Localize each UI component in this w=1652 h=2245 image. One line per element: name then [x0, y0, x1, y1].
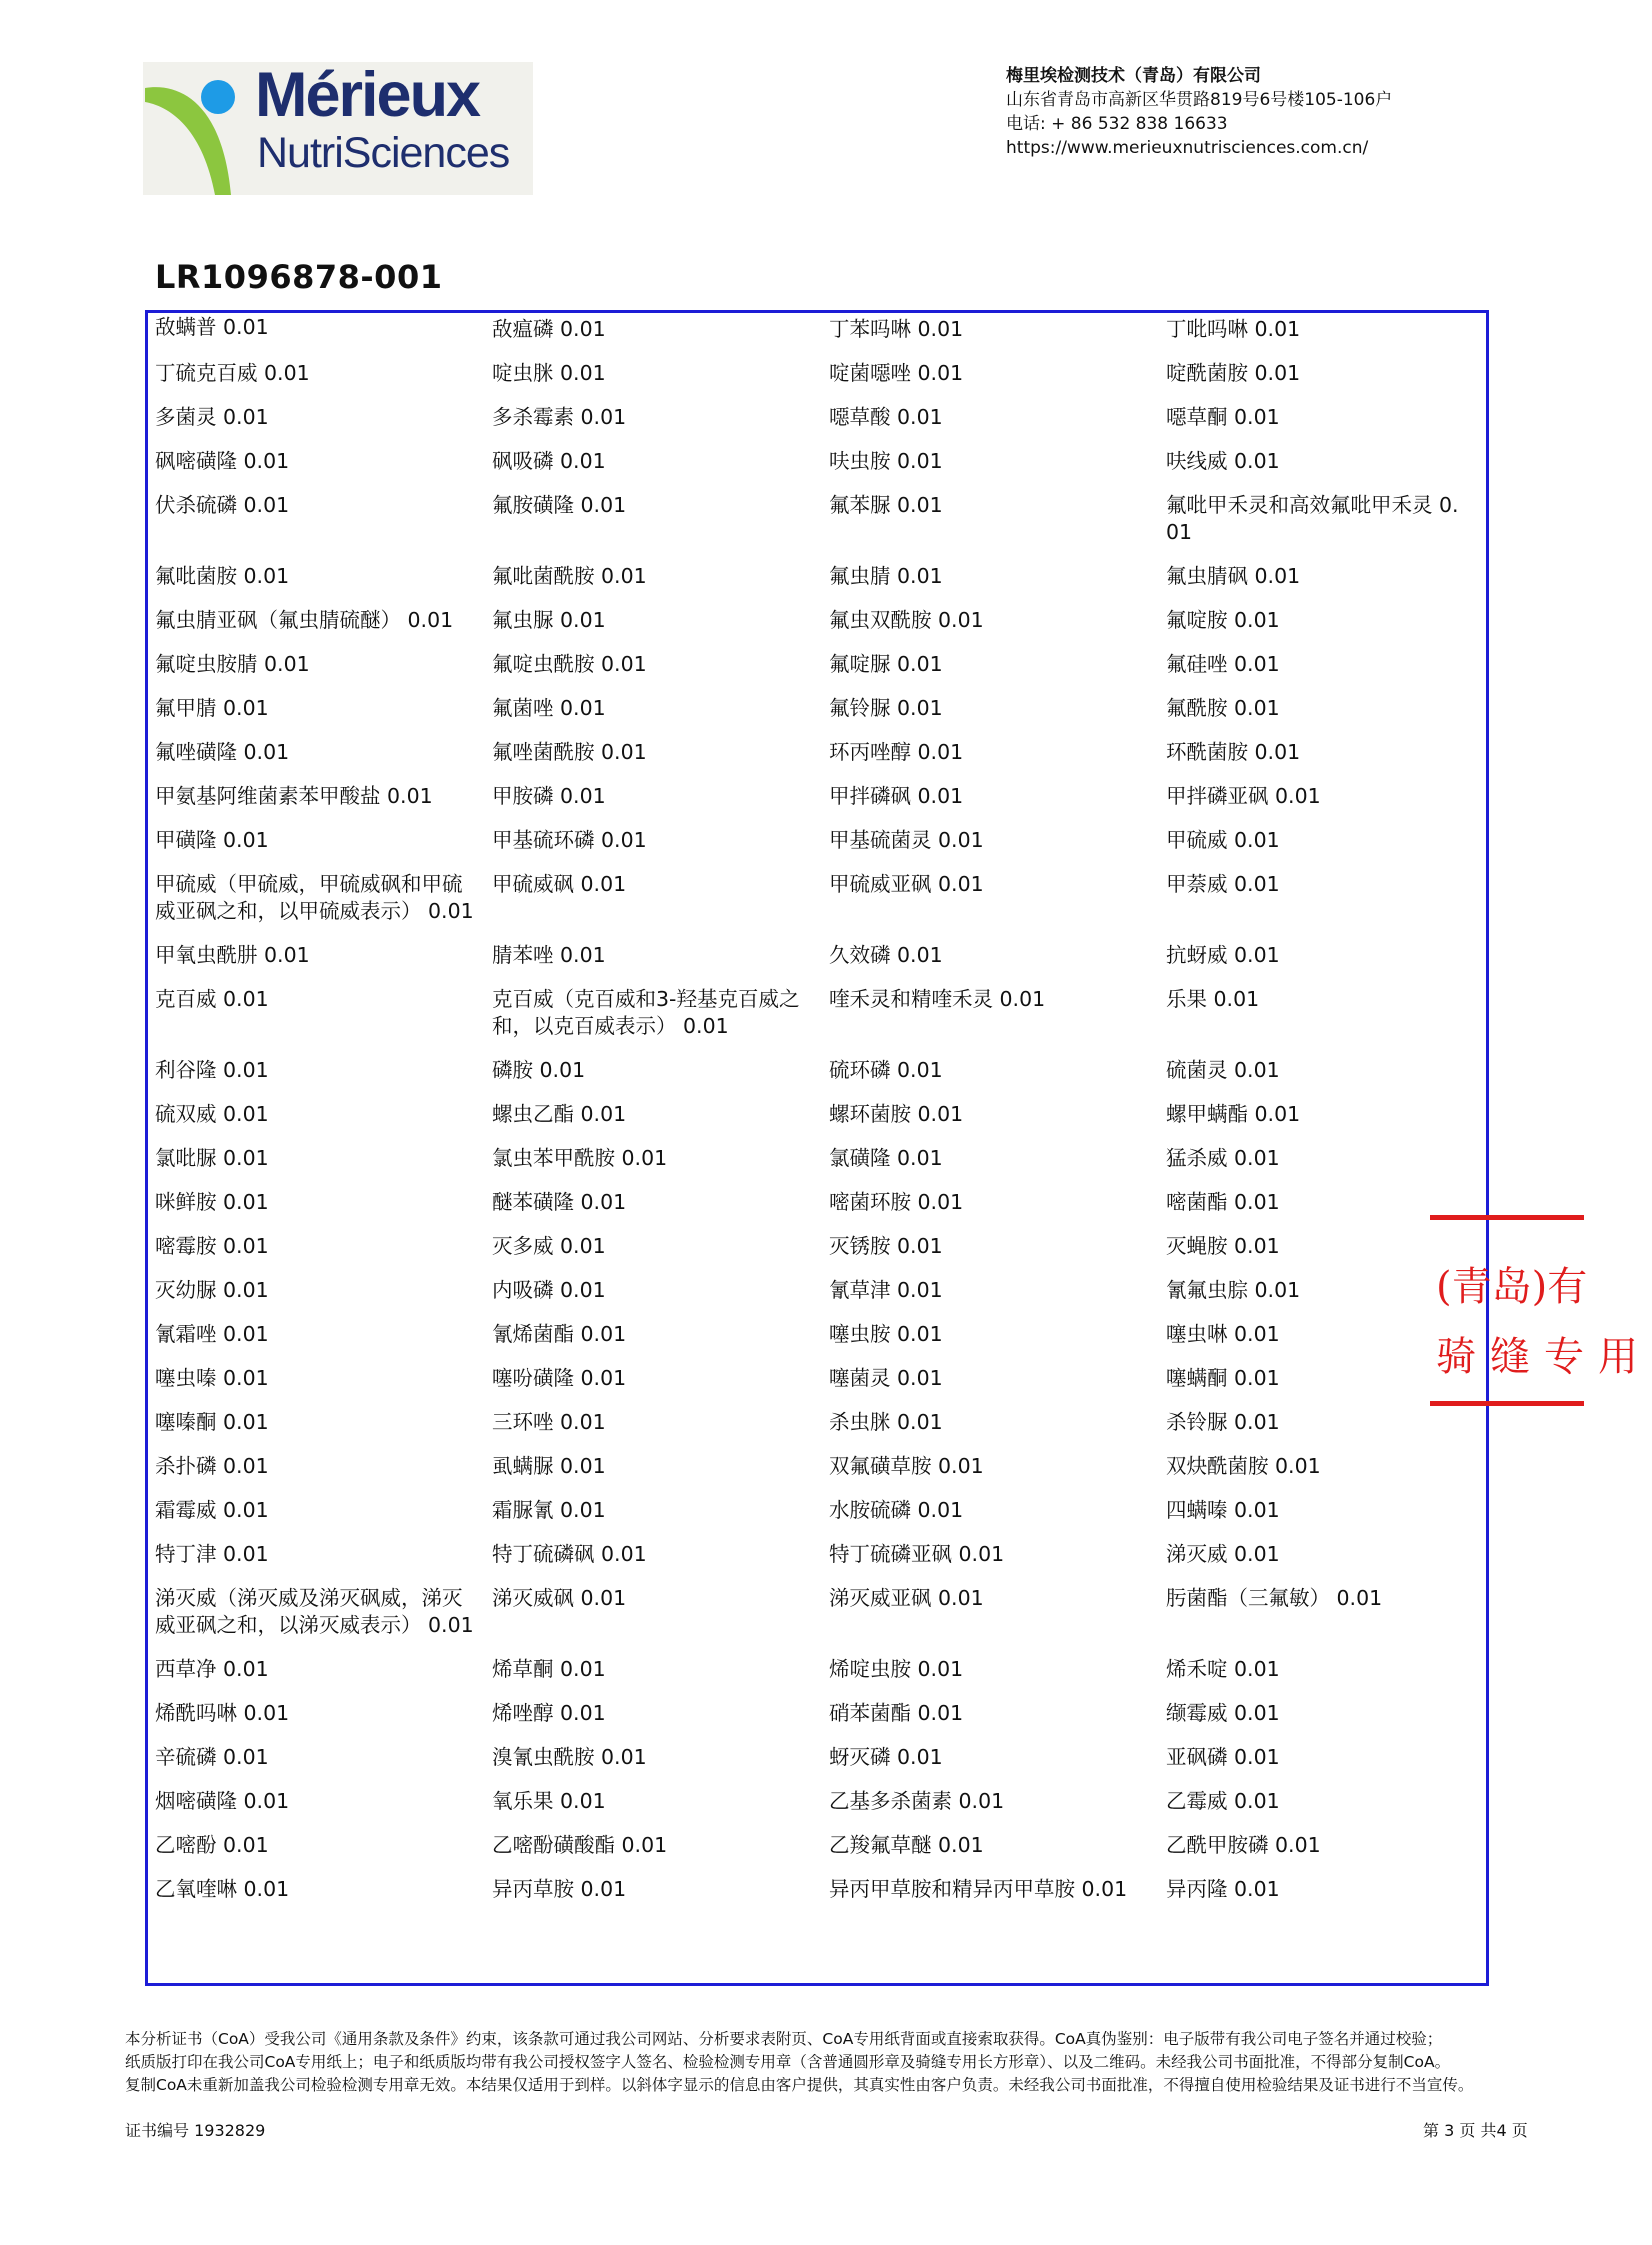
result-row [155, 404, 1485, 448]
result-cell: 氟吡甲禾灵和高效氟吡甲禾灵 0.01 [1166, 493, 1459, 544]
result-row [155, 1497, 1485, 1541]
result-cell: 涕灭威亚砜 0.01 [829, 1586, 984, 1610]
result-row [155, 1585, 1485, 1656]
result-cell: 烯草酮 0.01 [492, 1657, 606, 1681]
result-cell: 乐果 0.01 [1166, 987, 1260, 1011]
result-row [155, 651, 1485, 695]
result-cell: 杀虫脒 0.01 [829, 1410, 943, 1434]
result-cell: 啶菌噁唑 0.01 [829, 361, 964, 385]
result-cell: 甲硫威亚砜 0.01 [829, 872, 984, 896]
result-cell: 克百威（克百威和3-羟基克百威之和，以克百威表示） 0.01 [492, 987, 800, 1038]
result-row [155, 986, 1485, 1057]
result-row [155, 1321, 1485, 1365]
result-cell: 噻虫嗪 0.01 [155, 1366, 269, 1390]
result-cell: 肟菌酯（三氟敏） 0.01 [1166, 1586, 1383, 1610]
result-cell: 利谷隆 0.01 [155, 1058, 269, 1082]
result-cell: 内吸磷 0.01 [492, 1278, 606, 1302]
result-cell: 氟吡菌胺 0.01 [155, 564, 290, 588]
result-cell: 乙嘧酚 0.01 [155, 1833, 269, 1857]
result-cell: 甲硫威 0.01 [1166, 828, 1280, 852]
company-logo [143, 62, 533, 195]
result-cell: 氟啶脲 0.01 [829, 652, 943, 676]
result-cell: 敌瘟磷 0.01 [492, 317, 606, 341]
result-row [155, 1365, 1485, 1409]
result-row [155, 695, 1485, 739]
result-cell: 四螨嗪 0.01 [1166, 1498, 1280, 1522]
result-cell: 噁草酮 0.01 [1166, 405, 1280, 429]
result-cell: 氧乐果 0.01 [492, 1789, 606, 1813]
result-cell: 烯唑醇 0.01 [492, 1701, 606, 1725]
result-row [155, 1744, 1485, 1788]
result-cell: 异丙甲草胺和精异丙甲草胺 0.01 [829, 1877, 1128, 1901]
certificate-number: 证书编号 1932829 [125, 2121, 266, 2140]
result-cell: 丁苯吗啉 0.01 [829, 317, 964, 341]
result-cell: 咪鲜胺 0.01 [155, 1190, 269, 1214]
result-cell: 氯吡脲 0.01 [155, 1146, 269, 1170]
result-cell: 噻螨酮 0.01 [1166, 1366, 1280, 1390]
result-cell: 氟菌唑 0.01 [492, 696, 606, 720]
result-row [155, 1145, 1485, 1189]
result-cell: 辛硫磷 0.01 [155, 1745, 269, 1769]
seal-stamp [1428, 1215, 1652, 1410]
result-cell: 醚苯磺隆 0.01 [492, 1190, 627, 1214]
result-cell: 特丁津 0.01 [155, 1542, 269, 1566]
result-cell: 甲硫威砜 0.01 [492, 872, 627, 896]
result-cell: 腈苯唑 0.01 [492, 943, 606, 967]
result-cell: 虱螨脲 0.01 [492, 1454, 606, 1478]
result-cell: 克百威 0.01 [155, 987, 269, 1011]
result-row [155, 1700, 1485, 1744]
result-cell: 氟虫腈 0.01 [829, 564, 943, 588]
result-cell: 喹禾灵和精喹禾灵 0.01 [829, 987, 1046, 1011]
stamp-text-line1: (青岛)有 [1436, 1264, 1588, 1310]
result-cell: 甲氨基阿维菌素苯甲酸盐 0.01 [155, 784, 433, 808]
result-cell: 异丙隆 0.01 [1166, 1877, 1280, 1901]
result-cell: 伏杀硫磷 0.01 [155, 493, 290, 517]
result-cell: 磷胺 0.01 [492, 1058, 586, 1082]
result-cell: 甲拌磷亚砜 0.01 [1166, 784, 1321, 808]
result-cell: 氟虫双酰胺 0.01 [829, 608, 984, 632]
result-cell: 甲氧虫酰肼 0.01 [155, 943, 310, 967]
result-cell: 氟虫脲 0.01 [492, 608, 606, 632]
result-cell: 灭锈胺 0.01 [829, 1234, 943, 1258]
result-row [155, 492, 1485, 563]
result-cell: 氯磺隆 0.01 [829, 1146, 943, 1170]
result-row [155, 739, 1485, 783]
result-cell: 敌螨普 0.01 [155, 315, 269, 339]
result-cell: 噻菌灵 0.01 [829, 1366, 943, 1390]
result-row [155, 1057, 1485, 1101]
result-row [155, 360, 1485, 404]
company-name: 梅里埃检测技术（青岛）有限公司 [1006, 66, 1261, 86]
result-cell: 氯虫苯甲酰胺 0.01 [492, 1146, 668, 1170]
result-cell: 烯禾啶 0.01 [1166, 1657, 1280, 1681]
result-cell: 氟啶虫酰胺 0.01 [492, 652, 647, 676]
result-cell: 噻嗪酮 0.01 [155, 1410, 269, 1434]
result-cell: 硝苯菌酯 0.01 [829, 1701, 964, 1725]
result-cell: 呋虫胺 0.01 [829, 449, 943, 473]
result-cell: 丁吡吗啉 0.01 [1166, 317, 1301, 341]
disclaimer-line: 本分析证书（CoA）受我公司《通用条款及条件》约束，该条款可通过我公司网站、分析要求表附页、CoA专用纸背面或直接索取获得。CoA真伪鉴别：电子版带有我公司电子签名并通过校验； [125, 2030, 1443, 2048]
result-cell: 烯啶虫胺 0.01 [829, 1657, 964, 1681]
result-cell: 氰烯菌酯 0.01 [492, 1322, 627, 1346]
result-row [155, 1101, 1485, 1145]
result-cell: 涕灭威砜 0.01 [492, 1586, 627, 1610]
result-row [155, 563, 1485, 607]
result-cell: 噻虫胺 0.01 [829, 1322, 943, 1346]
result-cell: 硫菌灵 0.01 [1166, 1058, 1280, 1082]
result-row [155, 1409, 1485, 1453]
result-row [155, 1832, 1485, 1876]
result-cell: 霜霉威 0.01 [155, 1498, 269, 1522]
result-row [155, 871, 1485, 942]
result-cell: 氟啶胺 0.01 [1166, 608, 1280, 632]
result-cell: 氟苯脲 0.01 [829, 493, 943, 517]
result-cell: 乙氧喹啉 0.01 [155, 1877, 290, 1901]
result-cell: 涕灭威（涕灭威及涕灭砜威，涕灭威亚砜之和，以涕灭威表示） 0.01 [155, 1586, 474, 1637]
result-cell: 噻吩磺隆 0.01 [492, 1366, 627, 1390]
result-cell: 双氟磺草胺 0.01 [829, 1454, 984, 1478]
result-cell: 灭多威 0.01 [492, 1234, 606, 1258]
result-row [155, 1788, 1485, 1832]
result-row [155, 783, 1485, 827]
result-cell: 杀扑磷 0.01 [155, 1454, 269, 1478]
result-cell: 甲磺隆 0.01 [155, 828, 269, 852]
result-cell: 甲基硫环磷 0.01 [492, 828, 647, 852]
results-grid [155, 316, 1485, 1920]
result-cell: 烟嘧磺隆 0.01 [155, 1789, 290, 1813]
result-cell: 氰草津 0.01 [829, 1278, 943, 1302]
result-cell: 甲胺磷 0.01 [492, 784, 606, 808]
disclaimer [125, 2028, 1505, 2097]
result-cell: 啶虫脒 0.01 [492, 361, 606, 385]
disclaimer-line: 复制CoA未重新加盖我公司检验检测专用章无效。本结果仅适用于到样。以斜体字显示的信息由客户提供，其真实性由客户负责。未经我公司书面批准，不得擅自使用检验结果及证书进行不当宣传。 [125, 2076, 1474, 2094]
result-cell: 多菌灵 0.01 [155, 405, 269, 429]
result-cell: 噁草酸 0.01 [829, 405, 943, 429]
result-row [155, 448, 1485, 492]
result-cell: 亚砜磷 0.01 [1166, 1745, 1280, 1769]
result-cell: 甲基硫菌灵 0.01 [829, 828, 984, 852]
result-cell: 特丁硫磷砜 0.01 [492, 1542, 647, 1566]
result-cell: 甲硫威（甲硫威，甲硫威砜和甲硫威亚砜之和，以甲硫威表示） 0.01 [155, 872, 474, 923]
result-cell: 双炔酰菌胺 0.01 [1166, 1454, 1321, 1478]
company-info [1006, 64, 1392, 160]
result-cell: 氟唑菌酰胺 0.01 [492, 740, 647, 764]
result-cell: 缬霉威 0.01 [1166, 1701, 1280, 1725]
result-cell: 砜吸磷 0.01 [492, 449, 606, 473]
result-cell: 啶酰菌胺 0.01 [1166, 361, 1301, 385]
result-cell: 丁硫克百威 0.01 [155, 361, 310, 385]
result-cell: 噻虫啉 0.01 [1166, 1322, 1280, 1346]
result-cell: 甲萘威 0.01 [1166, 872, 1280, 896]
result-cell: 螺虫乙酯 0.01 [492, 1102, 627, 1126]
result-cell: 乙羧氟草醚 0.01 [829, 1833, 984, 1857]
result-cell: 氟唑磺隆 0.01 [155, 740, 290, 764]
result-row [155, 1656, 1485, 1700]
result-cell: 杀铃脲 0.01 [1166, 1410, 1280, 1434]
result-cell: 嘧霉胺 0.01 [155, 1234, 269, 1258]
result-cell: 硫环磷 0.01 [829, 1058, 943, 1082]
result-cell: 螺环菌胺 0.01 [829, 1102, 964, 1126]
result-cell: 异丙草胺 0.01 [492, 1877, 627, 1901]
result-cell: 氟铃脲 0.01 [829, 696, 943, 720]
result-cell: 溴氰虫酰胺 0.01 [492, 1745, 647, 1769]
disclaimer-line: 纸质版打印在我公司CoA专用纸上；电子和纸质版均带有我公司授权签字人签名、检验检测专用章（含普通圆形章及骑缝专用长方形章）、以及二维码。未经我公司书面批准，不得部分复制CoA。 [125, 2053, 1451, 2071]
result-cell: 乙嘧酚磺酸酯 0.01 [492, 1833, 668, 1857]
result-row [155, 1189, 1485, 1233]
result-cell: 嘧菌酯 0.01 [1166, 1190, 1280, 1214]
result-row [155, 1453, 1485, 1497]
result-cell: 氟甲腈 0.01 [155, 696, 269, 720]
result-cell: 氟酰胺 0.01 [1166, 696, 1280, 720]
company-address: 山东省青岛市高新区华贯路819号6号楼105-106户 [1006, 90, 1393, 110]
result-cell: 氟虫腈砜 0.01 [1166, 564, 1301, 588]
result-cell: 氰氟虫腙 0.01 [1166, 1278, 1301, 1302]
report-id: LR1096878-001 [155, 258, 443, 296]
result-row [155, 607, 1485, 651]
result-row [155, 827, 1485, 871]
logo-text-merieux: Mérieux [255, 60, 480, 130]
result-row [155, 1233, 1485, 1277]
result-cell: 呋线威 0.01 [1166, 449, 1280, 473]
result-row [155, 942, 1485, 986]
result-row [155, 1277, 1485, 1321]
result-cell: 霜脲氰 0.01 [492, 1498, 606, 1522]
result-cell: 硫双威 0.01 [155, 1102, 269, 1126]
result-cell: 环酰菌胺 0.01 [1166, 740, 1301, 764]
stamp-border-top [1430, 1215, 1584, 1220]
stamp-text-line2: 骑缝专用 [1436, 1334, 1652, 1380]
result-cell: 甲拌磷砜 0.01 [829, 784, 964, 808]
result-cell: 氟虫腈亚砜（氟虫腈硫醚） 0.01 [155, 608, 454, 632]
result-cell: 久效磷 0.01 [829, 943, 943, 967]
result-cell: 灭幼脲 0.01 [155, 1278, 269, 1302]
result-row [155, 1876, 1485, 1920]
result-cell: 水胺硫磷 0.01 [829, 1498, 964, 1522]
result-cell: 灭蝇胺 0.01 [1166, 1234, 1280, 1258]
result-cell: 乙酰甲胺磷 0.01 [1166, 1833, 1321, 1857]
page-number: 第 3 页 共4 页 [1423, 2121, 1528, 2140]
logo-text-nutrisciences: NutriSciences [257, 129, 510, 177]
company-phone: 电话: + 86 532 838 16633 [1006, 114, 1228, 134]
company-website[interactable]: https://www.merieuxnutrisciences.com.cn/ [1006, 138, 1369, 158]
result-cell: 蚜灭磷 0.01 [829, 1745, 943, 1769]
result-cell: 嘧菌环胺 0.01 [829, 1190, 964, 1214]
result-cell: 猛杀威 0.01 [1166, 1146, 1280, 1170]
result-cell: 砜嘧磺隆 0.01 [155, 449, 290, 473]
result-row [155, 1541, 1485, 1585]
result-cell: 乙霉威 0.01 [1166, 1789, 1280, 1813]
result-cell: 环丙唑醇 0.01 [829, 740, 964, 764]
result-cell: 抗蚜威 0.01 [1166, 943, 1280, 967]
stamp-border-bottom [1430, 1401, 1584, 1406]
result-cell: 西草净 0.01 [155, 1657, 269, 1681]
result-cell: 氟硅唑 0.01 [1166, 652, 1280, 676]
result-cell: 三环唑 0.01 [492, 1410, 606, 1434]
result-cell: 螺甲螨酯 0.01 [1166, 1102, 1301, 1126]
result-cell: 氰霜唑 0.01 [155, 1322, 269, 1346]
result-row [155, 316, 1485, 360]
result-cell: 涕灭威 0.01 [1166, 1542, 1280, 1566]
result-cell: 多杀霉素 0.01 [492, 405, 627, 429]
result-cell: 烯酰吗啉 0.01 [155, 1701, 290, 1725]
result-cell: 氟啶虫胺腈 0.01 [155, 652, 310, 676]
result-cell: 氟胺磺隆 0.01 [492, 493, 627, 517]
result-cell: 乙基多杀菌素 0.01 [829, 1789, 1005, 1813]
result-cell: 特丁硫磷亚砜 0.01 [829, 1542, 1005, 1566]
result-cell: 氟吡菌酰胺 0.01 [492, 564, 647, 588]
